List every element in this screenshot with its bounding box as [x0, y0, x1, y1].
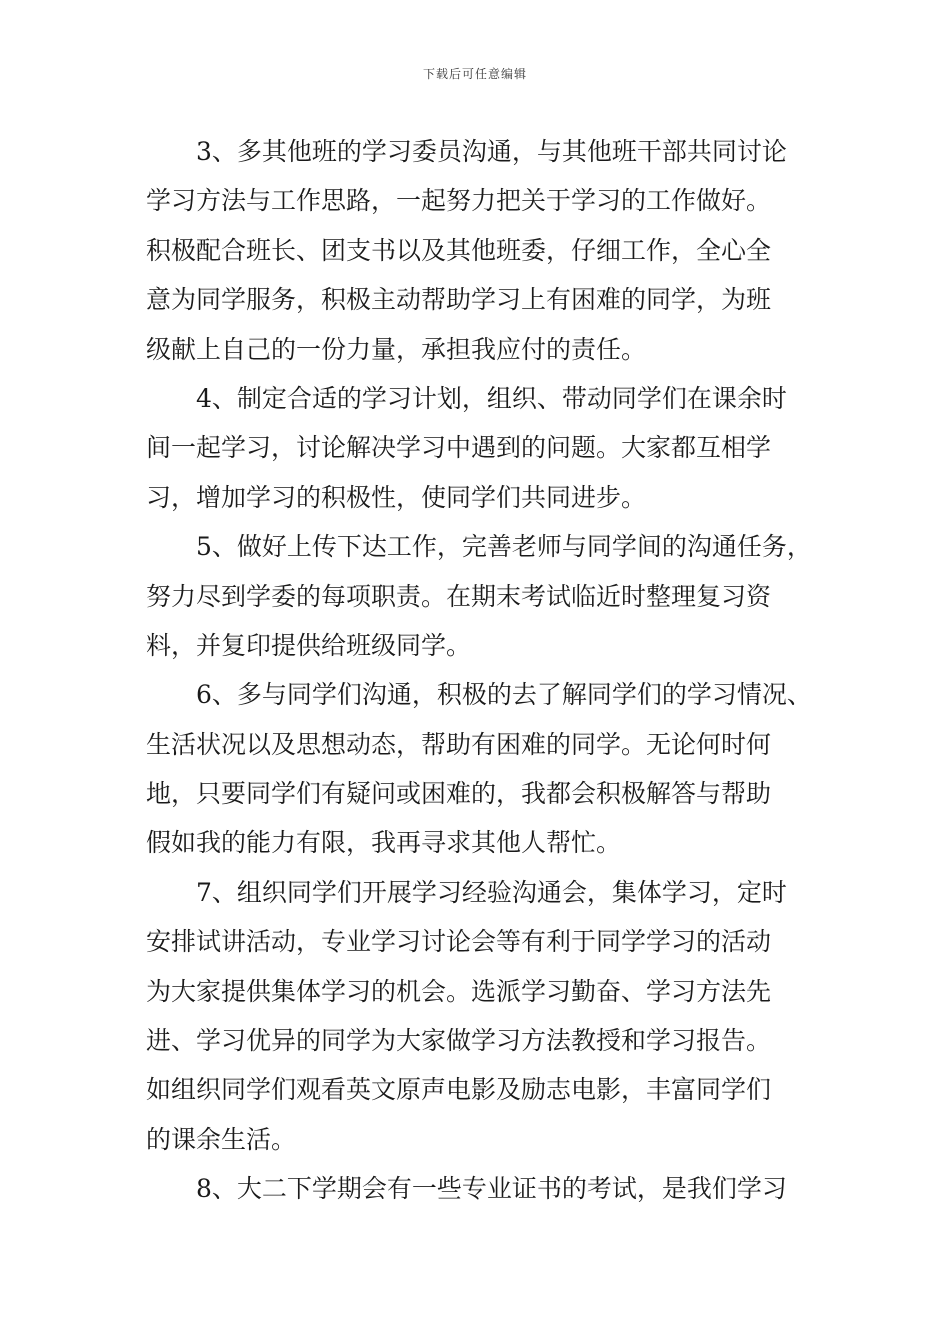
text-line: 进、学习优异的同学为大家做学习方法教授和学习报告。 — [146, 1026, 772, 1056]
text-line: 如组织同学们观看英文原声电影及励志电影，丰富同学们 — [146, 1075, 772, 1105]
text-line: 假如我的能力有限，我再寻求其他人帮忙。 — [146, 828, 622, 858]
text-line: 学习方法与工作思路，一起努力把关于学习的工作做好。 — [146, 186, 772, 216]
text-line: 3、多其他班的学习委员沟通，与其他班干部共同讨论 — [196, 137, 787, 166]
text-line: 级献上自己的一份力量，承担我应付的责任。 — [146, 334, 647, 364]
text-line: 努力尽到学委的每项职责。在期末考试临近时整理复习资 — [146, 581, 772, 611]
text-line: 4、制定合适的学习计划，组织、带动同学们在课余时 — [196, 383, 787, 413]
body-text — [146, 127, 812, 1214]
text-line: 的课余生活。 — [146, 1124, 297, 1154]
text-line: 地，只要同学们有疑问或困难的，我都会积极解答与帮助 — [146, 779, 772, 809]
text-line: 意为同学服务，积极主动帮助学习上有困难的同学，为班 — [146, 285, 772, 315]
text-line: 积极配合班长、团支书以及其他班委，仔细工作，全心全 — [146, 235, 772, 265]
text-line: 为大家提供集体学习的机会。选派学习勤奋、学习方法先 — [146, 976, 772, 1006]
text-line: 8、大二下学期会有一些专业证书的考试，是我们学习 — [196, 1174, 787, 1204]
text-line: 6、多与同学们沟通，积极的去了解同学们的学习情况、 — [196, 680, 812, 710]
header-note: 下载后可任意编辑 — [422, 67, 527, 81]
text-line: 料，并复印提供给班级同学。 — [146, 630, 472, 660]
text-line: 间一起学习，讨论解决学习中遇到的问题。大家都互相学 — [146, 433, 772, 463]
text-line: 安排试讲活动，专业学习讨论会等有利于同学学习的活动 — [146, 927, 772, 957]
text-line: 7、组织同学们开展学习经验沟通会，集体学习，定时 — [196, 877, 787, 907]
text-line: 5、做好上传下达工作，完善老师与同学间的沟通任务， — [196, 532, 812, 562]
text-line: 习，增加学习的积极性，使同学们共同进步。 — [146, 482, 647, 512]
text-line: 生活状况以及思想动态，帮助有困难的同学。无论何时何 — [146, 729, 772, 759]
